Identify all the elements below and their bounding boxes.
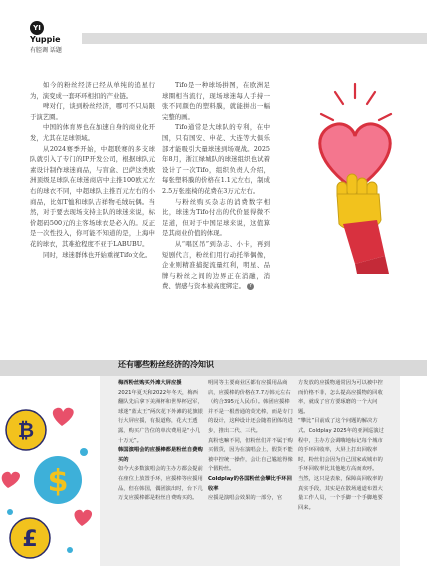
article-column-2 xyxy=(162,80,270,292)
magazine-header xyxy=(0,0,427,56)
sidebar-column-2 xyxy=(208,379,294,504)
header-bar xyxy=(82,33,427,44)
sidebar-paragraph: 当然，这只是表象，保障高回收率的真实手段，其实是在散场通道布置大量工作人员，一个手脚一个手脚地要回来。 xyxy=(298,475,383,511)
article-paragraph: Tifo是一种球场拼图，在欧洲足球圈相当流行，现场球迷每人手持一张不同颜色的塑料膜，就能拼出一幅完整的画。 xyxy=(162,81,270,121)
hand-holding-heart-icon xyxy=(297,78,415,274)
money-hearts-collage xyxy=(0,400,100,566)
article-paragraph: 从2024赛季开始，中超联赛的多支球队就引入了专门的IP开发公司，根据球队元素设计制作球迷商品，与盲盒、巴萨这类欧洲顶级足球队在球迷商店中主推100欧元左右的球衣不同，中超球队主推百元左右的小商品，比如T恤和球队吉祥物毛绒玩偶。当然，对于要去现场支持主队的球迷来说，标价超码500元的主客场球衣是必入的。反正是一次性投入，你可能不知道的是，上海申花的球衣，其难抢程度不亚于LABUBU。 xyxy=(30,144,155,248)
sidebar-paragraph: 2021年夏天和2022年冬天，梅西翻队先后拿下美洲杯和世界杯冠军，球迷“蓝太王”两次花下外滩的花旗银行大屏应援，有报道称，花大王透露，购买广告位的单次费用是“小几十万元”。 xyxy=(118,389,203,444)
bitcoin-coin-icon xyxy=(6,410,46,450)
sidebar-title: 还有哪些粉丝经济的冷知识 xyxy=(118,360,214,369)
article-paragraph: 与粉丝购买杂志的消费数字相比，球迷为Tifo付出的代价显得微不足道，但对于中国足球来说，这值算是其商业价值的体现。 xyxy=(162,197,270,238)
article-paragraph: 啤对仃，谈到粉丝经济，哪可不只局限于演艺圈。 xyxy=(30,102,155,121)
article-paragraph: 同时，球迷群体也开始重视Tifo文化。 xyxy=(43,250,152,259)
sidebar-paragraph: 方发放的应援物通常因为可以被中控而价格不菲，怎么提高应援物的回收率，就成了官方要琢磨的一个大问题。 xyxy=(298,380,383,415)
sidebar-heading: Coldplay的各国粉丝会攀比手环回收率 xyxy=(208,475,292,492)
brand-name: Yuppie xyxy=(30,35,61,44)
article-column-1 xyxy=(30,80,155,260)
svg-text:£: £ xyxy=(22,527,38,552)
article-paragraph: 如今的粉丝经济已经从单纯的追星行为，演变成一套环环相扣的产业链。 xyxy=(30,81,155,100)
sidebar-paragraph: “攀比”目前成了这个问题的解决方式。Coldplay 2025年的亚洲巡演过程中，主办方会调嗨地标记每个城市的手环回收率，大屏上打出回收率时，粉丝们会因为自己国家或城市的手环回收率比其他地方高而欢呼。 xyxy=(298,418,384,473)
svg-text:$: $ xyxy=(47,464,69,499)
sidebar-heading: 梅西粉丝购买外滩大屏应援 xyxy=(118,380,182,386)
sidebar-heading: 韩国演唱会的应援棒都是粉丝自费购买的 xyxy=(118,447,203,463)
article-paragraph: 中国的体育界也在加速自身的商业化开发，尤其在足球领域。 xyxy=(30,123,155,142)
yuppie-logo-icon: YI xyxy=(30,21,44,35)
dollar-sign-icon xyxy=(34,456,82,504)
sidebar-paragraph: 如今大多数演唱会的主办方都会提前在座位上放置手环，应援棒等应援用品，但在韩国，偶团演出时，台下几万支应援棒都是粉丝自费购买的。 xyxy=(118,466,203,502)
article-paragraph: Tifo通常是大球队的专利，在中国，只有国安、申花、大连等大俱乐部才能吸引大量球迷到场观战。2025年8月，浙江绿城队的球迷组织也试着设计了一次Tifo，组织负责人介绍，每张塑料膜的价格在1.1元左右，制成2.5万张座椅的花费在3万元左右。 xyxy=(162,123,270,195)
sidebar-paragraph: 应援是演唱会效果的一部分，官 xyxy=(208,495,283,502)
svg-text:₿: ₿ xyxy=(17,418,35,442)
end-mark-icon: Y xyxy=(249,282,253,289)
pound-coin-icon xyxy=(10,518,50,558)
sidebar-column-3 xyxy=(298,379,385,513)
sidebar-paragraph: 明同等主要商业区都有应援用品商店，应援棒的价格在7.7万韩元左右（约合395元人民币）。韩团应援棒并不是一根普通的荧光棒，而是专门的设计，这种设计还会随着团体的进步，推出二代、三代。 xyxy=(208,380,293,434)
article-paragraph: 从“唱区吊”到杂志、小卡，再到短剧代言，粉丝们用行动托举偶像，企业则精准捕捉流量红利，明星、品牌与粉丝之间的边界正在消融，消费、情感与资本被高度绑定。 Y xyxy=(162,239,270,291)
section-label: 有腔调 话题 xyxy=(30,47,62,54)
sidebar-column-1 xyxy=(118,379,203,504)
sidebar-paragraph: 真粉也嘛不同，但粉丝们并不属于购买假货，因为在演唱会上，假货不能被中控统一操作，会让自己尴尬得像个假粉丝。 xyxy=(208,437,293,473)
